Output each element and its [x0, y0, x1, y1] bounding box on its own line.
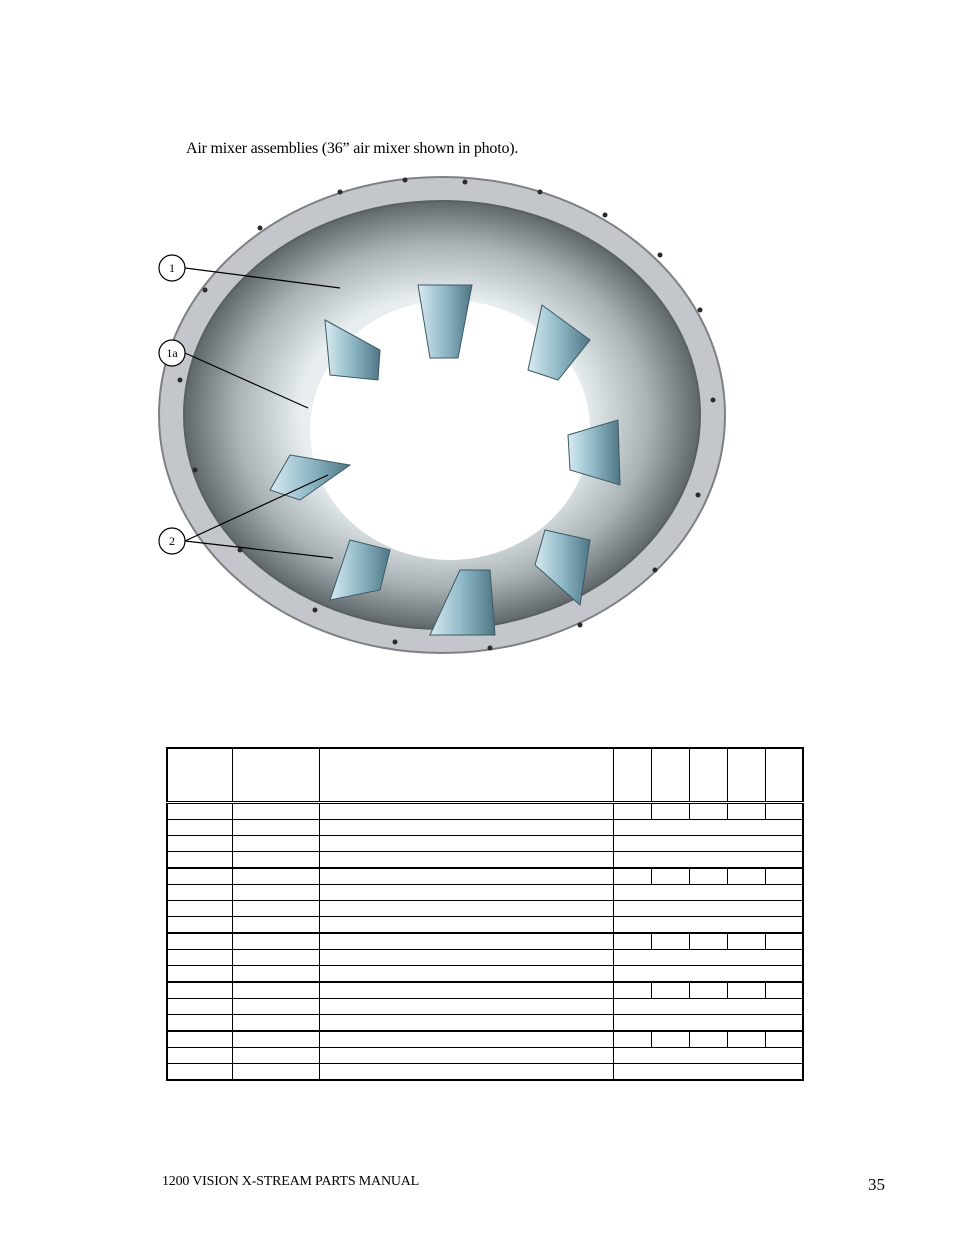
table-row: [167, 1048, 803, 1064]
page-number: 35: [868, 1175, 885, 1194]
table-cell: [319, 933, 613, 950]
table-cell: [727, 933, 765, 950]
table-row: [167, 917, 803, 934]
table-row: [167, 836, 803, 852]
header-cell: [319, 748, 613, 803]
svg-text:1a: 1a: [166, 346, 178, 360]
header-cell: [651, 748, 689, 803]
table-cell: [689, 803, 727, 820]
table-cell: [689, 982, 727, 999]
header-cell: [167, 748, 232, 803]
manual-title: 1200 VISION X-STREAM PARTS MANUAL: [162, 1174, 420, 1189]
table-row: [167, 852, 803, 869]
table-cell: [613, 803, 651, 820]
table-row: [167, 950, 803, 966]
table-cell: [167, 999, 232, 1015]
table-cell: [613, 1015, 803, 1032]
table-cell: [167, 966, 232, 983]
air-mixer-photo: [150, 170, 750, 670]
table-cell: [232, 999, 319, 1015]
table-cell: [727, 982, 765, 999]
figure-caption: Air mixer assemblies (36” air mixer shown in photo).: [186, 140, 519, 157]
table-cell: [613, 885, 803, 901]
header-cell: [232, 748, 319, 803]
table-cell: [232, 852, 319, 869]
table-row: [167, 820, 803, 836]
table-row: [167, 933, 803, 950]
table-cell: [727, 803, 765, 820]
table-cell: [319, 836, 613, 852]
header-cell: [613, 748, 651, 803]
table-cell: [651, 982, 689, 999]
table-cell: [613, 820, 803, 836]
table-cell: [613, 999, 803, 1015]
table-row: [167, 1064, 803, 1081]
table-cell: [319, 868, 613, 885]
table-cell: [167, 885, 232, 901]
table-cell: [689, 868, 727, 885]
table-cell: [765, 982, 803, 999]
table-cell: [765, 1031, 803, 1048]
table-row: [167, 966, 803, 983]
table-cell: [689, 933, 727, 950]
table-cell: [167, 1031, 232, 1048]
table-cell: [613, 852, 803, 869]
table-row: [167, 885, 803, 901]
table-cell: [232, 901, 319, 917]
header-cell: [689, 748, 727, 803]
table-cell: [232, 820, 319, 836]
table-row: [167, 999, 803, 1015]
table-cell: [167, 868, 232, 885]
table-cell: [319, 885, 613, 901]
table-cell: [689, 1031, 727, 1048]
table-cell: [613, 868, 651, 885]
table-cell: [167, 836, 232, 852]
table-cell: [319, 820, 613, 836]
table-cell: [232, 885, 319, 901]
table-cell: [727, 868, 765, 885]
table-cell: [232, 933, 319, 950]
table-cell: [727, 1031, 765, 1048]
table-header-row: [167, 748, 803, 803]
table-cell: [232, 836, 319, 852]
table-cell: [613, 1031, 651, 1048]
table-cell: [167, 901, 232, 917]
table-cell: [765, 933, 803, 950]
table-cell: [167, 950, 232, 966]
table-cell: [319, 1048, 613, 1064]
table-cell: [651, 803, 689, 820]
table-cell: [319, 1031, 613, 1048]
table-cell: [167, 917, 232, 934]
table-cell: [167, 803, 232, 820]
table-cell: [319, 1064, 613, 1081]
header-cell: [727, 748, 765, 803]
table-cell: [319, 982, 613, 999]
table-cell: [167, 1048, 232, 1064]
table-cell: [613, 933, 651, 950]
table-cell: [613, 901, 803, 917]
table-cell: [765, 868, 803, 885]
table-cell: [613, 1048, 803, 1064]
table-cell: [232, 950, 319, 966]
table-cell: [232, 1064, 319, 1081]
table-cell: [167, 982, 232, 999]
table-row: [167, 868, 803, 885]
table-row: [167, 1031, 803, 1048]
table-cell: [319, 966, 613, 983]
table-cell: [232, 1048, 319, 1064]
table-row: [167, 803, 803, 820]
table-row: [167, 1015, 803, 1032]
table-cell: [167, 1064, 232, 1081]
header-cell: [765, 748, 803, 803]
table-cell: [167, 933, 232, 950]
table-body: [167, 803, 803, 1081]
table-cell: [651, 933, 689, 950]
table-cell: [319, 852, 613, 869]
table-cell: [319, 1015, 613, 1032]
table-cell: [167, 820, 232, 836]
table-cell: [613, 836, 803, 852]
table-cell: [232, 917, 319, 934]
table-cell: [613, 1064, 803, 1081]
table-cell: [613, 917, 803, 934]
table-cell: [319, 803, 613, 820]
table-cell: [613, 966, 803, 983]
table-cell: [319, 950, 613, 966]
svg-text:1: 1: [169, 261, 175, 275]
table-cell: [232, 803, 319, 820]
table-row: [167, 982, 803, 999]
table-cell: [765, 803, 803, 820]
table-cell: [613, 982, 651, 999]
table-cell: [167, 852, 232, 869]
table-cell: [319, 917, 613, 934]
table-cell: [319, 901, 613, 917]
table-cell: [232, 966, 319, 983]
table-cell: [232, 868, 319, 885]
table-cell: [167, 1015, 232, 1032]
table-cell: [319, 999, 613, 1015]
svg-text:2: 2: [169, 534, 175, 548]
parts-table: [166, 747, 804, 1081]
table-cell: [651, 1031, 689, 1048]
table-cell: [651, 868, 689, 885]
table-cell: [613, 950, 803, 966]
table-cell: [232, 982, 319, 999]
table-cell: [232, 1015, 319, 1032]
table-row: [167, 901, 803, 917]
table-cell: [232, 1031, 319, 1048]
